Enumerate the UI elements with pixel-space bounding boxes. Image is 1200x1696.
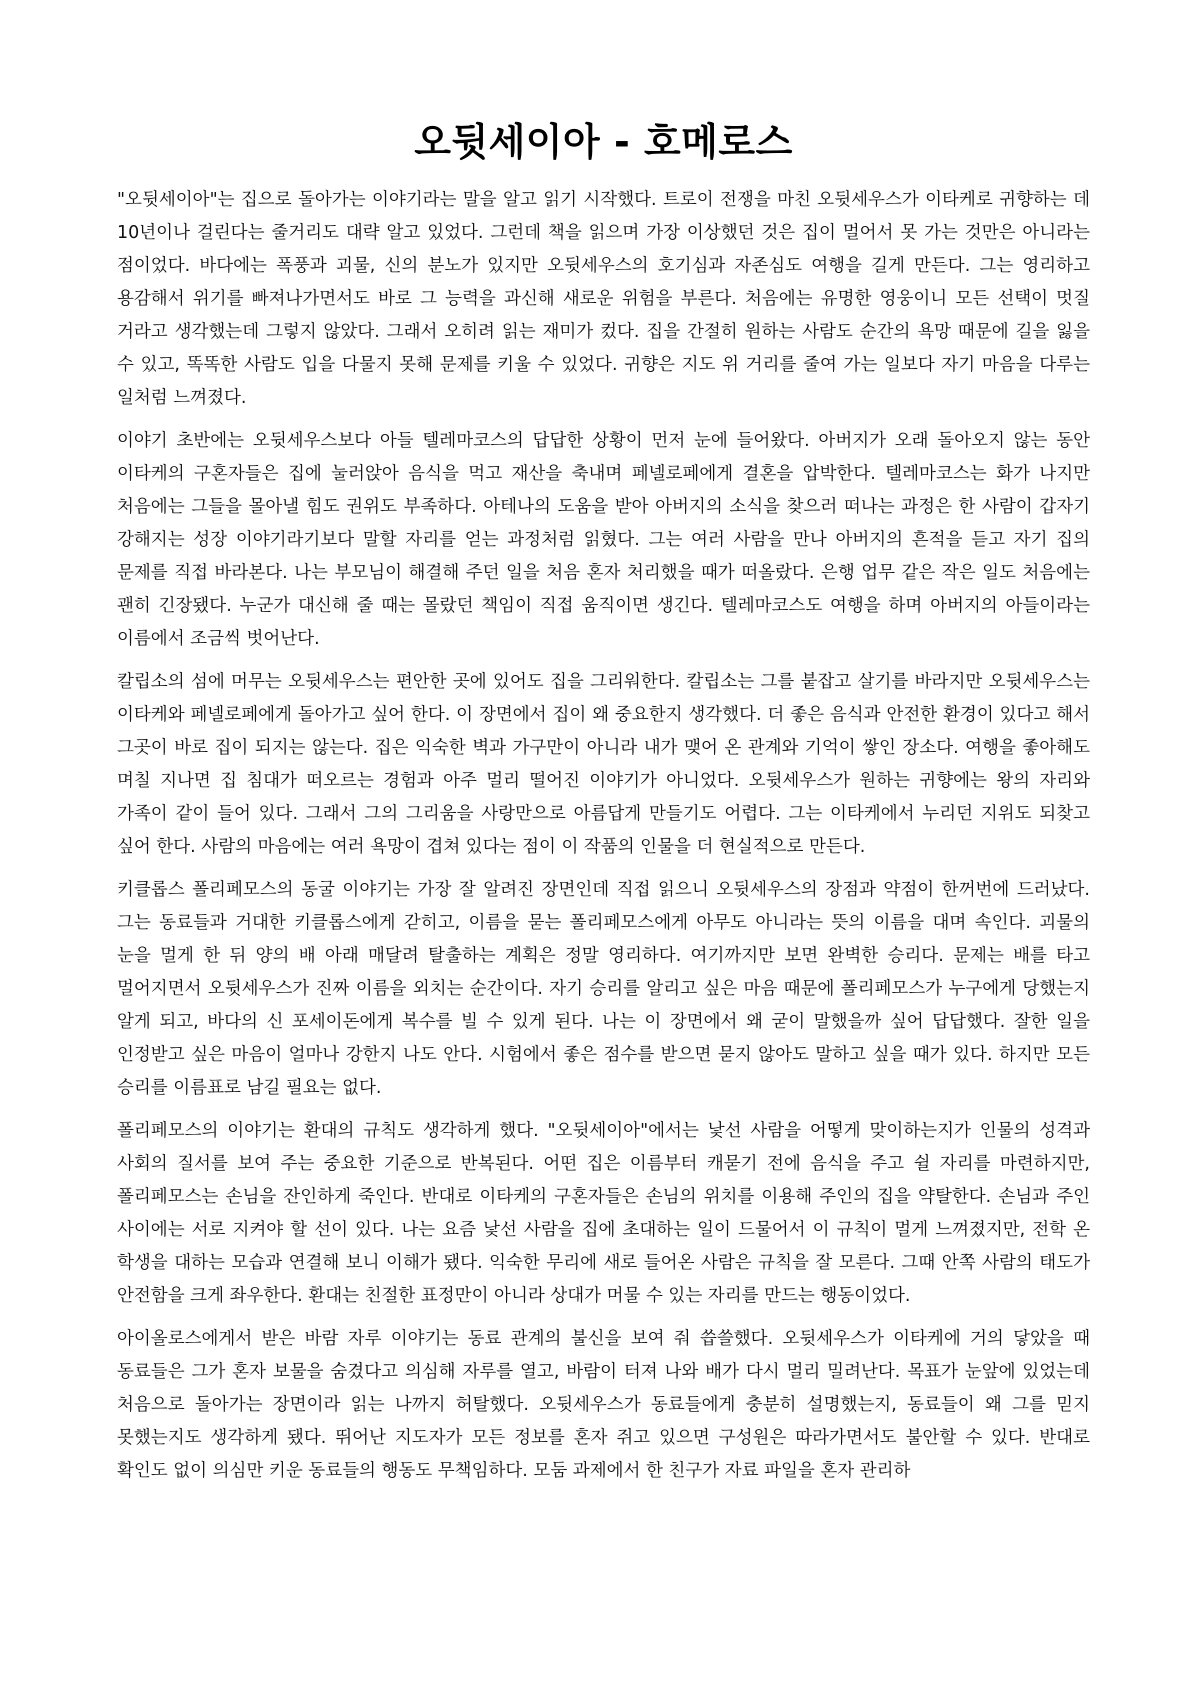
page-title: 오뒷세이아 - 호메로스: [414, 120, 793, 164]
paragraph-6: 아이올로스에게서 받은 바람 자루 이야기는 동료 관계의 불신을 보여 줘 씁쓸했다. 오뒷세우스가 이타케에 거의 닿았을 때 동료들은 그가 혼자 보물을 숨겼다고 의심해 자루를 열고, 바람이 터져 나와 배가 다시 멀리 밀려난다. 목표가 눈앞에 있었는데 처음으로 돌아가는 장면이라 읽는 나까지 허탈했다. 오뒷세우스가 동료들에게 충분히 설명했는지, 동료들이 왜 그를 믿지 못했는지도 생각하게 됐다. 뛰어난 지도자가 모든 정보를 혼자 쥐고 있으면 구성원은 따라가면서도 불안할 수 있다. 반대로 확인도 없이 의심만 키운 동료들의 행동도 무책임하다. 모둠 과제에서 한 친구가 자료 파일을 혼자 관리하: [117, 1329, 1090, 1481]
paragraph-4: 키클롭스 폴리페모스의 동굴 이야기는 가장 잘 알려진 장면인데 직접 읽으니 오뒷세우스의 장점과 약점이 한꺼번에 드러났다. 그는 동료들과 거대한 키클롭스에게 갇히고, 이름을 묻는 폴리페모스에게 아무도 아니라는 뜻의 이름을 대며 속인다. 괴물의 눈을 멀게 한 뒤 양의 배 아래 매달려 탈출하는 계획은 정말 영리하다. 여기까지만 보면 완벽한 승리다. 문제는 배를 타고 멀어지면서 오뒷세우스가 진짜 이름을 외치는 순간이다. 자기 승리를 알리고 싶은 마음 때문에 폴리페모스가 누구에게 당했는지 알게 되고, 바다의 신 포세이돈에게 복수를 빌 수 있게 된다. 나는 이 장면에서 왜 굳이 말했을까 싶어 답답했다. 잘한 일을 인정받고 싶은 마음이 얼마나 강한지 나도 안다. 시험에서 좋은 점수를 받으면 묻지 않아도 말하고 싶을 때가 있다. 하지만 모든 승리를 이름표로 남길 필요는 없다.: [117, 880, 1090, 1098]
paragraph-2: 이야기 초반에는 오뒷세우스보다 아들 텔레마코스의 답답한 상황이 먼저 눈에 들어왔다. 아버지가 오래 돌아오지 않는 동안 이타케의 구혼자들은 집에 눌러앉아 음식을 먹고 재산을 축내며 페넬로페에게 결혼을 압박한다. 텔레마코스는 화가 나지만 처음에는 그들을 몰아낼 힘도 권위도 부족하다. 아테나의 도움을 받아 아버지의 소식을 찾으러 떠나는 과정은 한 사람이 갑자기 강해지는 성장 이야기라기보다 말할 자리를 얻는 과정처럼 읽혔다. 그는 여러 사람을 만나 아버지의 흔적을 듣고 자기 집의 문제를 직접 바라본다. 나는 부모님이 해결해 주던 일을 처음 혼자 처리했을 때가 떠올랐다. 은행 업무 같은 작은 일도 처음에는 괜히 긴장됐다. 누군가 대신해 줄 때는 몰랐던 책임이 직접 움직이면 생긴다. 텔레마코스도 여행을 하며 아버지의 아들이라는 이름에서 조금씩 벗어난다.: [117, 431, 1090, 649]
paragraph-1: "오뒷세이아"는 집으로 돌아가는 이야기라는 말을 알고 읽기 시작했다. 트로이 전쟁을 마친 오뒷세우스가 이타케로 귀향하는 데 10년이나 걸린다는 줄거리도 대략 알고 있었다. 그런데 책을 읽으며 가장 이상했던 것은 집이 멀어서 못 가는 것만은 아니라는 점이었다. 바다에는 폭풍과 괴물, 신의 분노가 있지만 오뒷세우스의 호기심과 자존심도 여행을 길게 만든다. 그는 영리하고 용감해서 위기를 빠져나가면서도 바로 그 능력을 과신해 새로운 위험을 부른다. 처음에는 유명한 영웅이니 모든 선택이 멋질 거라고 생각했는데 그렇지 않았다. 그래서 오히려 읽는 재미가 컸다. 집을 간절히 원하는 사람도 순간의 욕망 때문에 길을 잃을 수 있고, 똑똑한 사람도 입을 다물지 못해 문제를 키울 수 있었다. 귀향은 지도 위 거리를 줄여 가는 일보다 자기 마음을 다루는 일처럼 느껴졌다.: [117, 190, 1090, 408]
paragraph-3: 칼립소의 섬에 머무는 오뒷세우스는 편안한 곳에 있어도 집을 그리워한다. 칼립소는 그를 붙잡고 살기를 바라지만 오뒷세우스는 이타케와 페넬로페에게 돌아가고 싶어 한다. 이 장면에서 집이 왜 중요한지 생각했다. 더 좋은 음식과 안전한 환경이 있다고 해서 그곳이 바로 집이 되지는 않는다. 집은 익숙한 벽과 가구만이 아니라 내가 맺어 온 관계와 기억이 쌓인 장소다. 여행을 좋아해도 며칠 지나면 집 침대가 떠오르는 경험과 아주 멀리 떨어진 이야기가 아니었다. 오뒷세우스가 원하는 귀향에는 왕의 자리와 가족이 같이 들어 있다. 그래서 그의 그리움을 사랑만으로 아름답게 만들기도 어렵다. 그는 이타케에서 누리던 지위도 되찾고 싶어 한다. 사람의 마음에는 여러 욕망이 겹쳐 있다는 점이 이 작품의 인물을 더 현실적으로 만든다.: [117, 672, 1090, 857]
paragraph-5: 폴리페모스의 이야기는 환대의 규칙도 생각하게 했다. "오뒷세이아"에서는 낯선 사람을 어떻게 맞이하는지가 인물의 성격과 사회의 질서를 보여 주는 중요한 기준으로 반복된다. 어떤 집은 이름부터 캐묻기 전에 음식을 주고 쉴 자리를 마련하지만, 폴리페모스는 손님을 잔인하게 죽인다. 반대로 이타케의 구혼자들은 손님의 위치를 이용해 주인의 집을 약탈한다. 손님과 주인 사이에는 서로 지켜야 할 선이 있다. 나는 요즘 낯선 사람을 집에 초대하는 일이 드물어서 이 규칙이 멀게 느껴졌지만, 전학 온 학생을 대하는 모습과 연결해 보니 이해가 됐다. 익숙한 무리에 새로 들어온 사람은 규칙을 잘 모른다. 그때 안쪽 사람의 태도가 안전함을 크게 좌우한다. 환대는 친절한 표정만이 아니라 상대가 머물 수 있는 자리를 만드는 행동이었다.: [117, 1121, 1090, 1306]
